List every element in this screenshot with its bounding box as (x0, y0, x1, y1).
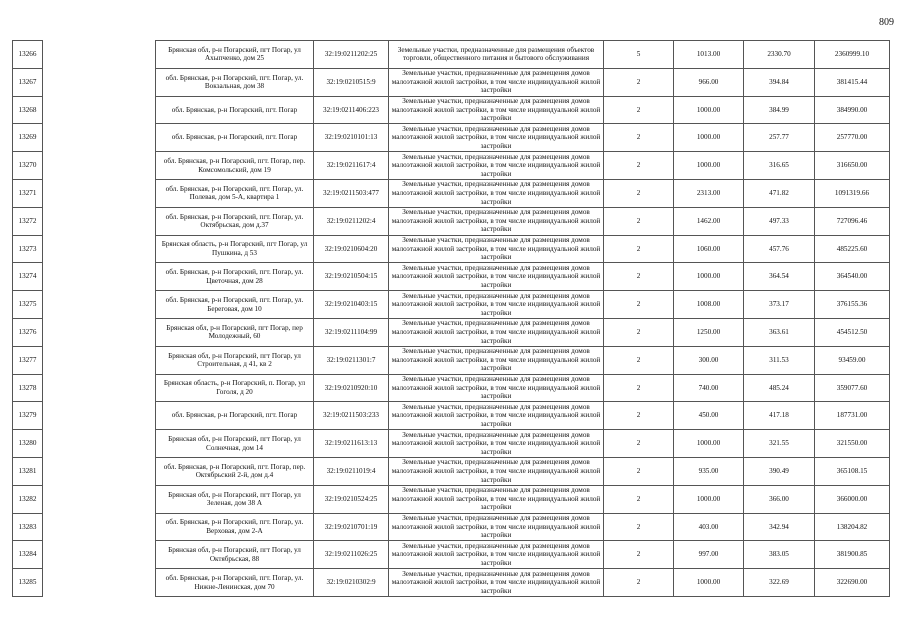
table-row (13, 179, 890, 207)
row-number-cell: 13280 (13, 430, 43, 458)
specific-value-cell: 485.24 (744, 374, 815, 402)
row-number-cell: 13271 (13, 179, 43, 207)
permitted-use-cell: Земельные участки, предназначенные для размещения домов малоэтажной жилой застройки, в том числе индивидуальной жилой застройки (389, 402, 604, 430)
address-cell: Брянская обл, р-н Погарский, пгт Погар, ул Ахыпченко, дом 25 (156, 41, 314, 69)
row-number-cell: 13278 (13, 374, 43, 402)
use-group-cell: 2 (604, 179, 674, 207)
use-group-cell: 2 (604, 318, 674, 346)
address-cell: Брянская обл, р-н Погарский, пгт Погар, ул Октябрьская, 88 (156, 541, 314, 569)
row-number-cell: 13269 (13, 124, 43, 152)
permitted-use-cell: Земельные участки, предназначенные для размещения домов малоэтажной жилой застройки, в том числе индивидуальной жилой застройки (389, 96, 604, 124)
cadastral-number-cell: 32:19:0210604:20 (314, 235, 389, 263)
table-row (13, 152, 890, 180)
area-cell: 1013.00 (674, 41, 744, 69)
spacer-cell (43, 402, 156, 430)
cadastral-number-cell: 32:19:0211301:7 (314, 346, 389, 374)
address-cell: обл. Брянская, р-н Погарский, пгт. Погар, ул. Верховая, дом 2-А (156, 513, 314, 541)
cadastral-number-cell: 32:19:0210504:15 (314, 263, 389, 291)
cadastral-value-cell: 1091319.66 (815, 179, 890, 207)
table-row (13, 291, 890, 319)
row-number-cell: 13277 (13, 346, 43, 374)
area-cell: 1000.00 (674, 485, 744, 513)
spacer-cell (43, 124, 156, 152)
use-group-cell: 2 (604, 124, 674, 152)
address-cell: Брянская обл, р-н Погарский, пгт Погар, ул Строительная, д 41, кв 2 (156, 346, 314, 374)
table-row (13, 124, 890, 152)
permitted-use-cell: Земельные участки, предназначенные для размещения домов малоэтажной жилой застройки, в том числе индивидуальной жилой застройки (389, 485, 604, 513)
specific-value-cell: 321.55 (744, 430, 815, 458)
row-number-cell: 13275 (13, 291, 43, 319)
area-cell: 403.00 (674, 513, 744, 541)
cadastral-value-cell: 485225.60 (815, 235, 890, 263)
spacer-cell (43, 457, 156, 485)
table-row (13, 346, 890, 374)
spacer-cell (43, 318, 156, 346)
cadastral-value-cell: 93459.00 (815, 346, 890, 374)
spacer-cell (43, 263, 156, 291)
specific-value-cell: 390.49 (744, 457, 815, 485)
row-number-cell: 13276 (13, 318, 43, 346)
area-cell: 935.00 (674, 457, 744, 485)
cadastral-number-cell: 32:19:0211104:99 (314, 318, 389, 346)
spacer-cell (43, 207, 156, 235)
specific-value-cell: 2330.70 (744, 41, 815, 69)
permitted-use-cell: Земельные участки, предназначенные для размещения домов малоэтажной жилой застройки, в том числе индивидуальной жилой застройки (389, 207, 604, 235)
area-cell: 450.00 (674, 402, 744, 430)
cadastral-value-cell: 365108.15 (815, 457, 890, 485)
cadastral-number-cell: 32:19:0211617:4 (314, 152, 389, 180)
page-number: 809 (879, 17, 894, 28)
row-number-cell: 13272 (13, 207, 43, 235)
use-group-cell: 2 (604, 569, 674, 597)
permitted-use-cell: Земельные участки, предназначенные для размещения домов малоэтажной жилой застройки, в том числе индивидуальной жилой застройки (389, 513, 604, 541)
row-number-cell: 13283 (13, 513, 43, 541)
cadastral-number-cell: 32:19:0211026:25 (314, 541, 389, 569)
cadastral-value-cell: 376155.36 (815, 291, 890, 319)
permitted-use-cell: Земельные участки, предназначенные для размещения домов малоэтажной жилой застройки, в том числе индивидуальной жилой застройки (389, 374, 604, 402)
spacer-cell (43, 485, 156, 513)
address-cell: обл. Брянская, р-н Погарский, пгт. Погар, пер. Комсомольский, дом 19 (156, 152, 314, 180)
use-group-cell: 2 (604, 152, 674, 180)
use-group-cell: 2 (604, 263, 674, 291)
use-group-cell: 2 (604, 485, 674, 513)
cadastral-number-cell: 32:19:0210701:19 (314, 513, 389, 541)
address-cell: обл. Брянская, р-н Погарский, пгт. Погар, пер. Октябрьский 2-й, дом д.4 (156, 457, 314, 485)
row-number-cell: 13284 (13, 541, 43, 569)
address-cell: обл. Брянская, р-н Погарский, пгт. Погар, ул. Вокзальная, дом 38 (156, 68, 314, 96)
cadastral-value-cell: 2360999.10 (815, 41, 890, 69)
cadastral-number-cell: 32:19:0210302:9 (314, 569, 389, 597)
address-cell: обл. Брянская, р-н Погарский, пгт. Погар, ул. Цветочная, дом 28 (156, 263, 314, 291)
use-group-cell: 2 (604, 513, 674, 541)
spacer-cell (43, 346, 156, 374)
address-cell: обл. Брянская, р-н Погарский, пгт. Погар, ул. Полевая, дом 5-А, квартира 1 (156, 179, 314, 207)
permitted-use-cell: Земельные участки, предназначенные для размещения домов малоэтажной жилой застройки, в том числе индивидуальной жилой застройки (389, 235, 604, 263)
address-cell: Брянская область, р-н Погарский, п. Погар, ул Гоголя, д 20 (156, 374, 314, 402)
table-row (13, 68, 890, 96)
spacer-cell (43, 569, 156, 597)
use-group-cell: 2 (604, 68, 674, 96)
use-group-cell: 2 (604, 541, 674, 569)
cadastral-value-cell: 454512.50 (815, 318, 890, 346)
permitted-use-cell: Земельные участки, предназначенные для размещения домов малоэтажной жилой застройки, в том числе индивидуальной жилой застройки (389, 346, 604, 374)
row-number-cell: 13273 (13, 235, 43, 263)
address-cell: обл. Брянская, р-н Погарский, пгт. Погар (156, 96, 314, 124)
cadastral-number-cell: 32:19:0210920:10 (314, 374, 389, 402)
cadastral-value-cell: 366000.00 (815, 485, 890, 513)
cadastral-number-cell: 32:19:0211019:4 (314, 457, 389, 485)
table-body (13, 41, 890, 597)
cadastral-number-cell: 32:19:0210403:15 (314, 291, 389, 319)
specific-value-cell: 394.84 (744, 68, 815, 96)
cadastral-value-cell: 381415.44 (815, 68, 890, 96)
spacer-cell (43, 41, 156, 69)
spacer-cell (43, 96, 156, 124)
use-group-cell: 2 (604, 374, 674, 402)
cadastral-number-cell: 32:19:0210515:9 (314, 68, 389, 96)
cadastral-number-cell: 32:19:0211613:13 (314, 430, 389, 458)
area-cell: 1000.00 (674, 430, 744, 458)
spacer-cell (43, 235, 156, 263)
specific-value-cell: 384.99 (744, 96, 815, 124)
address-cell: Брянская обл, р-н Погарский, пгт Погар, пер Молодежный, 60 (156, 318, 314, 346)
row-number-cell: 13282 (13, 485, 43, 513)
use-group-cell: 2 (604, 207, 674, 235)
specific-value-cell: 497.33 (744, 207, 815, 235)
specific-value-cell: 383.05 (744, 541, 815, 569)
area-cell: 300.00 (674, 346, 744, 374)
permitted-use-cell: Земельные участки, предназначенные для размещения домов малоэтажной жилой застройки, в том числе индивидуальной жилой застройки (389, 152, 604, 180)
cadastral-value-cell: 359077.60 (815, 374, 890, 402)
cadastral-value-cell: 364540.00 (815, 263, 890, 291)
row-number-cell: 13279 (13, 402, 43, 430)
land-registry-table (12, 40, 890, 597)
permitted-use-cell: Земельные участки, предназначенные для размещения домов малоэтажной жилой застройки, в том числе индивидуальной жилой застройки (389, 457, 604, 485)
specific-value-cell: 471.82 (744, 179, 815, 207)
spacer-cell (43, 541, 156, 569)
use-group-cell: 2 (604, 346, 674, 374)
specific-value-cell: 457.76 (744, 235, 815, 263)
area-cell: 1000.00 (674, 263, 744, 291)
cadastral-number-cell: 32:19:0211406:223 (314, 96, 389, 124)
cadastral-number-cell: 32:19:0210524:25 (314, 485, 389, 513)
spacer-cell (43, 513, 156, 541)
cadastral-value-cell: 381900.85 (815, 541, 890, 569)
permitted-use-cell: Земельные участки, предназначенные для размещения домов малоэтажной жилой застройки, в том числе индивидуальной жилой застройки (389, 124, 604, 152)
specific-value-cell: 373.17 (744, 291, 815, 319)
use-group-cell: 5 (604, 41, 674, 69)
address-cell: обл. Брянская, р-н Погарский, пгт. Погар (156, 402, 314, 430)
cadastral-value-cell: 316650.00 (815, 152, 890, 180)
cadastral-value-cell: 322690.00 (815, 569, 890, 597)
address-cell: Брянская область, р-н Погарский, пгт Погар, ул Пушкина, д 53 (156, 235, 314, 263)
permitted-use-cell: Земельные участки, предназначенные для размещения домов малоэтажной жилой застройки, в том числе индивидуальной жилой застройки (389, 430, 604, 458)
table-row (13, 41, 890, 69)
table-row (13, 485, 890, 513)
table-row (13, 96, 890, 124)
permitted-use-cell: Земельные участки, предназначенные для размещения домов малоэтажной жилой застройки, в том числе индивидуальной жилой застройки (389, 318, 604, 346)
cadastral-number-cell: 32:19:0211202:4 (314, 207, 389, 235)
spacer-cell (43, 291, 156, 319)
specific-value-cell: 257.77 (744, 124, 815, 152)
use-group-cell: 2 (604, 430, 674, 458)
cadastral-number-cell: 32:19:0211202:25 (314, 41, 389, 69)
area-cell: 1000.00 (674, 152, 744, 180)
cadastral-number-cell: 32:19:0211503:477 (314, 179, 389, 207)
row-number-cell: 13274 (13, 263, 43, 291)
table-row (13, 402, 890, 430)
permitted-use-cell: Земельные участки, предназначенные для размещения домов малоэтажной жилой застройки, в том числе индивидуальной жилой застройки (389, 179, 604, 207)
cadastral-number-cell: 32:19:0211503:233 (314, 402, 389, 430)
table-row (13, 235, 890, 263)
area-cell: 1000.00 (674, 124, 744, 152)
cadastral-value-cell: 257770.00 (815, 124, 890, 152)
address-cell: обл. Брянская, р-н Погарский, пгт. Погар (156, 124, 314, 152)
address-cell: Брянская обл, р-н Погарский, пгт Погар, ул Солнечная, дом 14 (156, 430, 314, 458)
permitted-use-cell: Земельные участки, предназначенные для размещения домов малоэтажной жилой застройки, в том числе индивидуальной жилой застройки (389, 569, 604, 597)
table-row (13, 374, 890, 402)
permitted-use-cell: Земельные участки, предназначенные для размещения домов малоэтажной жилой застройки, в том числе индивидуальной жилой застройки (389, 263, 604, 291)
table-row (13, 541, 890, 569)
cadastral-value-cell: 321550.00 (815, 430, 890, 458)
specific-value-cell: 363.61 (744, 318, 815, 346)
spacer-cell (43, 430, 156, 458)
specific-value-cell: 342.94 (744, 513, 815, 541)
specific-value-cell: 311.53 (744, 346, 815, 374)
use-group-cell: 2 (604, 291, 674, 319)
use-group-cell: 2 (604, 96, 674, 124)
area-cell: 966.00 (674, 68, 744, 96)
table-row (13, 457, 890, 485)
row-number-cell: 13281 (13, 457, 43, 485)
area-cell: 1008.00 (674, 291, 744, 319)
table-row (13, 513, 890, 541)
cadastral-value-cell: 384990.00 (815, 96, 890, 124)
area-cell: 740.00 (674, 374, 744, 402)
specific-value-cell: 316.65 (744, 152, 815, 180)
area-cell: 1250.00 (674, 318, 744, 346)
spacer-cell (43, 68, 156, 96)
spacer-cell (43, 152, 156, 180)
cadastral-number-cell: 32:19:0210101:13 (314, 124, 389, 152)
specific-value-cell: 417.18 (744, 402, 815, 430)
address-cell: Брянская обл, р-н Погарский, пгт Погар, ул Зеленая, дом 38 А (156, 485, 314, 513)
table-row (13, 430, 890, 458)
area-cell: 1000.00 (674, 96, 744, 124)
use-group-cell: 2 (604, 402, 674, 430)
row-number-cell: 13285 (13, 569, 43, 597)
area-cell: 997.00 (674, 541, 744, 569)
cadastral-value-cell: 138204.82 (815, 513, 890, 541)
row-number-cell: 13267 (13, 68, 43, 96)
address-cell: обл. Брянская, р-н Погарский, пгт. Погар, ул. Нижне-Ленинская, дом 70 (156, 569, 314, 597)
cadastral-value-cell: 727096.46 (815, 207, 890, 235)
use-group-cell: 2 (604, 457, 674, 485)
row-number-cell: 13266 (13, 41, 43, 69)
use-group-cell: 2 (604, 235, 674, 263)
address-cell: обл. Брянская, р-н Погарский, пгт. Погар, ул. Октябрьская, дом д.37 (156, 207, 314, 235)
area-cell: 1000.00 (674, 569, 744, 597)
row-number-cell: 13268 (13, 96, 43, 124)
table-row (13, 318, 890, 346)
area-cell: 1462.00 (674, 207, 744, 235)
permitted-use-cell: Земельные участки, предназначенные для размещения объектов торговли, общественного питания и бытового обслуживания (389, 41, 604, 69)
row-number-cell: 13270 (13, 152, 43, 180)
table-row (13, 207, 890, 235)
area-cell: 2313.00 (674, 179, 744, 207)
permitted-use-cell: Земельные участки, предназначенные для размещения домов малоэтажной жилой застройки, в том числе индивидуальной жилой застройки (389, 541, 604, 569)
area-cell: 1060.00 (674, 235, 744, 263)
table-row (13, 263, 890, 291)
address-cell: обл. Брянская, р-н Погарский, пгт. Погар, ул. Береговая, дом 10 (156, 291, 314, 319)
table-row (13, 569, 890, 597)
cadastral-value-cell: 187731.00 (815, 402, 890, 430)
permitted-use-cell: Земельные участки, предназначенные для размещения домов малоэтажной жилой застройки, в том числе индивидуальной жилой застройки (389, 68, 604, 96)
spacer-cell (43, 179, 156, 207)
spacer-cell (43, 374, 156, 402)
specific-value-cell: 366.00 (744, 485, 815, 513)
permitted-use-cell: Земельные участки, предназначенные для размещения домов малоэтажной жилой застройки, в том числе индивидуальной жилой застройки (389, 291, 604, 319)
specific-value-cell: 322.69 (744, 569, 815, 597)
specific-value-cell: 364.54 (744, 263, 815, 291)
